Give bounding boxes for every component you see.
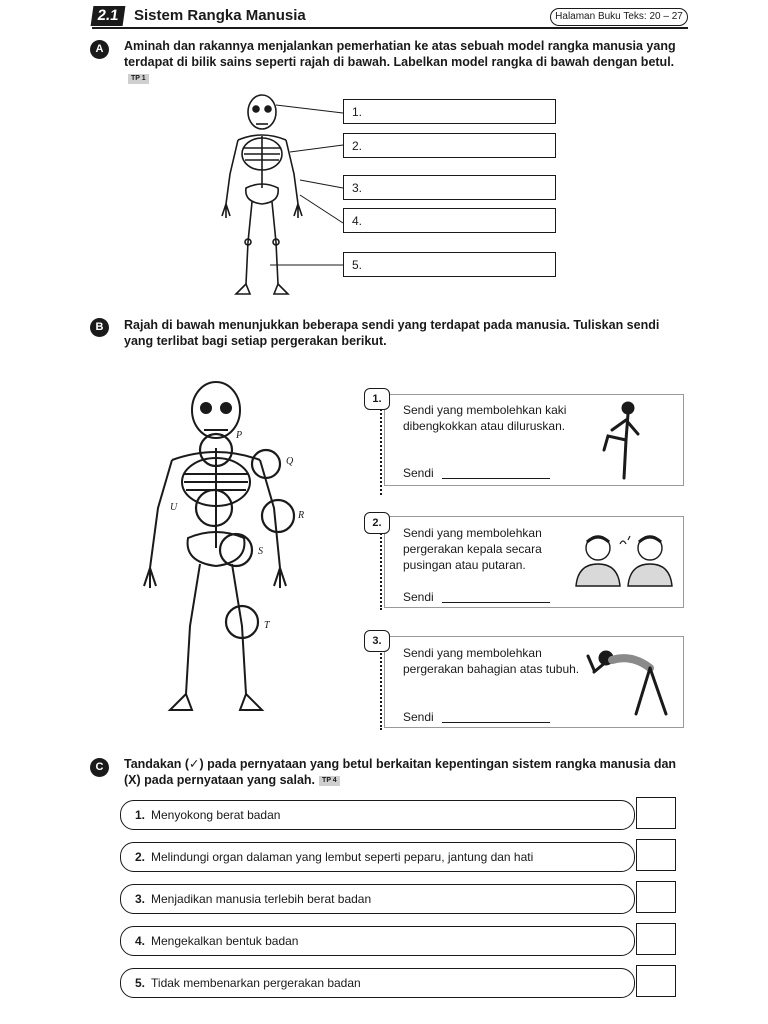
statement-5: [120, 968, 635, 998]
tick-box-3[interactable]: [636, 881, 676, 913]
card-1-answer-label: Sendi: [403, 466, 434, 480]
statement-3-text: Menjadikan manusia terlebih berat badan: [151, 892, 372, 906]
section-a-badge: A: [90, 40, 109, 59]
card-2-number: 2.: [364, 512, 390, 534]
section-c-question: [124, 756, 689, 788]
tick-box-5[interactable]: [636, 965, 676, 997]
joint-label-t: T: [264, 620, 270, 631]
joint-label-u: U: [170, 502, 178, 513]
card-3-margin: [380, 646, 382, 730]
statement-2: [120, 842, 635, 872]
statement-2-number: 2.: [135, 850, 146, 864]
statement-5-number: 5.: [135, 976, 146, 990]
label-box-2[interactable]: 2.: [343, 133, 556, 158]
statement-1-number: 1.: [135, 808, 146, 822]
header-divider: [92, 27, 688, 29]
head-rotation-figure: [574, 530, 674, 588]
tp-tag: TP 1: [128, 74, 149, 84]
tp-tag-c: TP 4: [319, 776, 340, 786]
leg-bend-figure: [598, 400, 650, 482]
statement-1-text: Menyokong berat badan: [151, 808, 281, 822]
tick-box-2[interactable]: [636, 839, 676, 871]
label-box-1[interactable]: 1.: [343, 99, 556, 124]
textbook-reference: Halaman Buku Teks: 20 – 27: [550, 8, 688, 26]
statement-5-text: Tidak membenarkan pergerakan badan: [151, 976, 361, 990]
statement-4-text: Mengekalkan bentuk badan: [151, 934, 299, 948]
section-b-question: Rajah di bawah menunjukkan beberapa sendi yang terdapat pada manusia. Tuliskan sendi yang terlibat bagi setiap pergerakan berikut.: [124, 318, 660, 348]
card-3-answer-label: Sendi: [403, 710, 434, 724]
card-1-text: Sendi yang membolehkan kaki dibengkokkan atau diluruskan.: [403, 403, 567, 433]
section-c-badge: C: [90, 758, 109, 777]
section-a-question: [124, 38, 689, 86]
card-2-margin: [380, 526, 382, 610]
label-box-4[interactable]: 4.: [343, 208, 556, 233]
card-1-margin: [380, 405, 382, 495]
card-3-number: 3.: [364, 630, 390, 652]
statement-2-text: Melindungi organ dalaman yang lembut seperti peparu, jantung dan hati: [151, 850, 534, 864]
statement-1: [120, 800, 635, 830]
skeleton-joints-diagram: [140, 378, 305, 728]
tick-box-4[interactable]: [636, 923, 676, 955]
card-1-answer-line[interactable]: [442, 478, 550, 479]
statement-4-number: 4.: [135, 934, 146, 948]
joint-label-s: S: [258, 546, 263, 557]
card-2-answer-label: Sendi: [403, 590, 434, 604]
section-b-badge: B: [90, 318, 109, 337]
statement-3-number: 3.: [135, 892, 146, 906]
page-title: Sistem Rangka Manusia: [134, 7, 306, 24]
card-2-answer-line[interactable]: [442, 602, 550, 603]
statement-4: [120, 926, 635, 956]
body-bend-figure: [584, 644, 678, 720]
label-leader-lines: [270, 95, 350, 275]
card-1-number: 1.: [364, 388, 390, 410]
section-a-question-text: Aminah dan rakannya menjalankan pemerhatian ke atas sebuah model rangka manusia yang terdapat di bilik sains seperti rajah di bawah. Labelkan model rangka di bawah dengan betul.: [124, 39, 676, 69]
card-2-text: Sendi yang membolehkan pergerakan kepala secara pusingan atau putaran.: [403, 526, 542, 572]
joint-label-q: Q: [286, 456, 294, 467]
section-number: 2.1: [91, 6, 126, 26]
tick-box-1[interactable]: [636, 797, 676, 829]
joint-label-r: R: [298, 510, 305, 521]
card-3-text: Sendi yang membolehkan pergerakan bahagian atas tubuh.: [403, 646, 580, 676]
label-box-5[interactable]: 5.: [343, 252, 556, 277]
card-3-answer-line[interactable]: [442, 722, 550, 723]
section-c-question-text: Tandakan (✓) pada pernyataan yang betul berkaitan kepentingan sistem rangka manusia dan (X) pada pernyataan yang salah.: [124, 757, 677, 787]
joint-label-p: P: [236, 430, 243, 441]
label-box-3[interactable]: 3.: [343, 175, 556, 200]
statement-3: [120, 884, 635, 914]
